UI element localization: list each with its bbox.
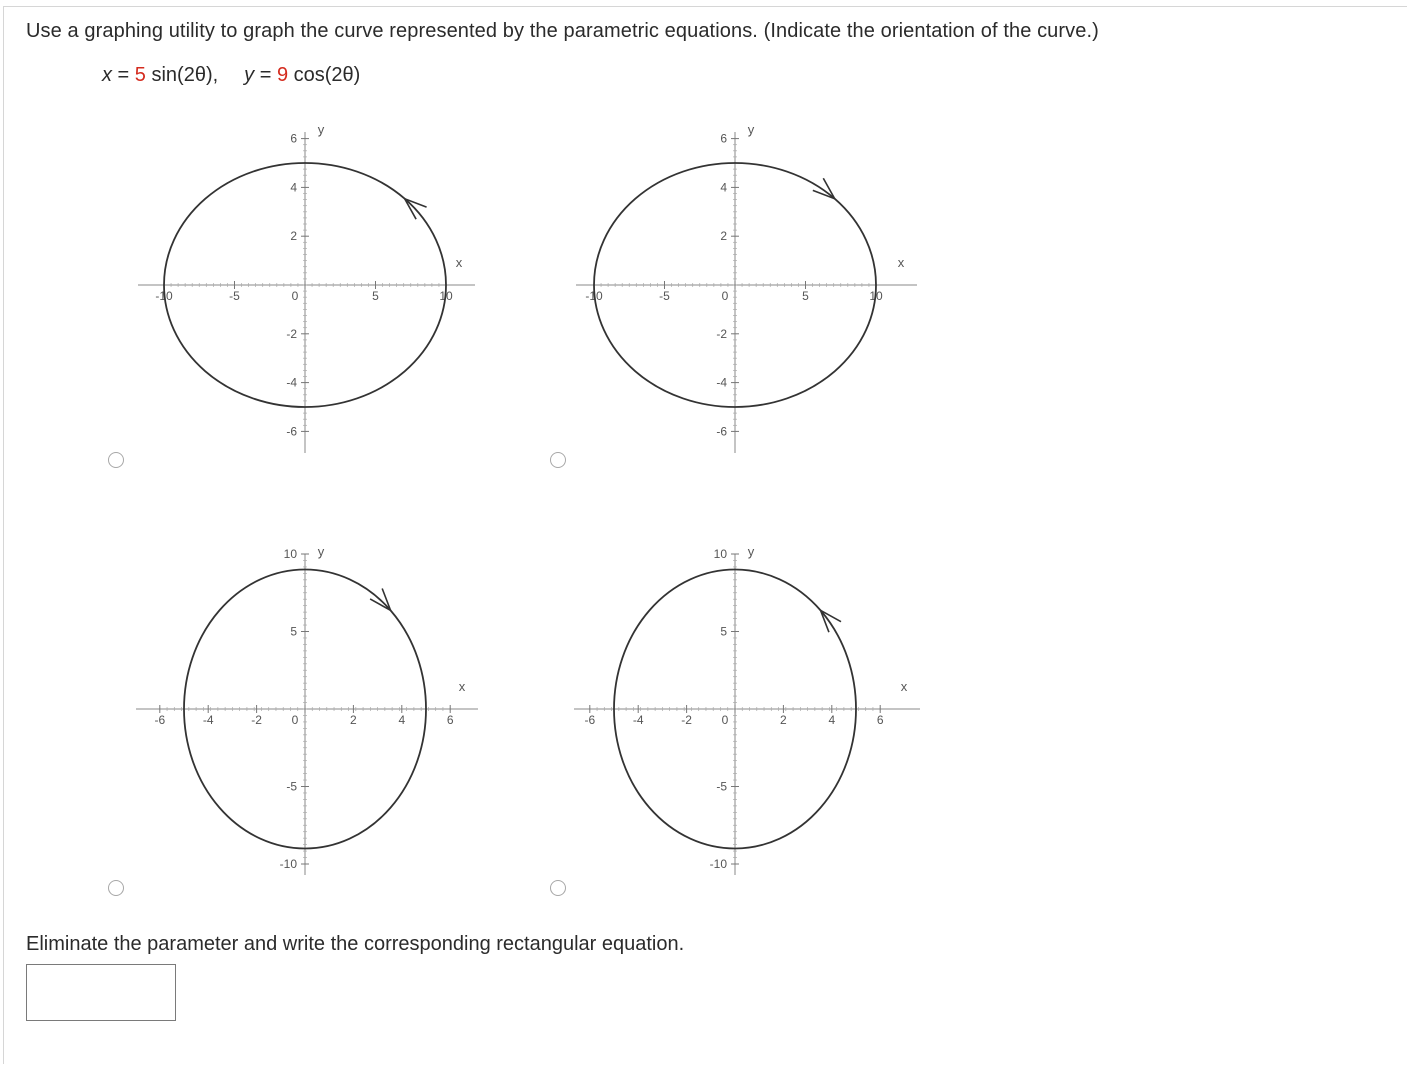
x-tick-label: 2 xyxy=(350,713,357,727)
y-tick-label: -10 xyxy=(709,857,727,871)
y-tick-label: -5 xyxy=(716,779,727,794)
y-coefficient: 9 xyxy=(276,64,289,86)
x-tick-label: -6 xyxy=(584,713,596,727)
y-tick-label: 4 xyxy=(720,180,727,195)
x-tick-label: 0 xyxy=(721,289,729,303)
x-tick-label: 0 xyxy=(721,713,729,727)
x-axis-label: x xyxy=(458,679,466,694)
x-tick-label: 10 xyxy=(439,289,453,303)
y-axis-label: y xyxy=(747,122,755,137)
x-tick-label: 2 xyxy=(780,713,787,727)
y-tick-label: 10 xyxy=(713,547,727,561)
x-axis-label: x xyxy=(900,679,908,694)
y-variable: y xyxy=(244,64,255,86)
radio-option-c[interactable] xyxy=(108,880,124,896)
x-tick-label: 4 xyxy=(828,713,836,727)
x-tick-label: -6 xyxy=(154,713,166,727)
y-equals: = xyxy=(254,64,277,86)
y-tick-label: 5 xyxy=(720,624,727,639)
y-tick-label: 2 xyxy=(720,229,727,244)
y-function: cos(2θ) xyxy=(288,64,361,86)
x-tick-label: 0 xyxy=(291,713,299,727)
x-tick-label: 6 xyxy=(876,713,884,727)
x-tick-label: 5 xyxy=(802,289,809,303)
y-axis-label: y xyxy=(317,544,325,559)
x-tick-label: -10 xyxy=(585,289,603,303)
radio-option-a[interactable] xyxy=(108,452,124,468)
x-tick-label: -5 xyxy=(229,289,240,303)
graph-option-b xyxy=(572,118,922,458)
y-tick-label: 10 xyxy=(283,547,297,561)
graph-option-a xyxy=(130,118,480,458)
y-tick-label: -10 xyxy=(279,857,297,871)
x-equals: = xyxy=(112,64,135,86)
x-tick-label: -2 xyxy=(681,713,692,727)
x-variable: x xyxy=(102,64,112,86)
x-axis-label: x xyxy=(897,255,905,270)
graph-option-c xyxy=(130,540,480,880)
x-tick-label: 4 xyxy=(398,713,406,727)
y-tick-label: -5 xyxy=(286,779,297,794)
x-axis-label: x xyxy=(455,255,463,270)
y-tick-label: 5 xyxy=(290,624,297,639)
y-tick-label: 2 xyxy=(290,229,297,244)
x-tick-label: 5 xyxy=(372,289,379,303)
x-tick-label: -4 xyxy=(202,713,214,727)
part2-prompt: Eliminate the parameter and write the corresponding rectangular equation. xyxy=(26,933,685,955)
y-axis-label: y xyxy=(317,122,325,137)
x-tick-label: -5 xyxy=(659,289,670,303)
x-coefficient: 5 xyxy=(134,64,146,86)
y-tick-label: -4 xyxy=(716,375,727,390)
y-tick-label: -6 xyxy=(286,424,297,439)
x-tick-label: 10 xyxy=(869,289,883,303)
x-tick-label: 6 xyxy=(446,713,454,727)
x-tick-label: 0 xyxy=(291,289,299,303)
rectangular-equation-input[interactable] xyxy=(26,964,176,1021)
parametric-equations xyxy=(102,64,360,87)
y-tick-label: 6 xyxy=(720,131,727,146)
y-tick-label: -2 xyxy=(716,326,727,341)
radio-option-b[interactable] xyxy=(550,452,566,468)
question-text: Use a graphing utility to graph the curve represented by the parametric equations. (Indicate the orientation of the curve.) xyxy=(26,20,1099,42)
x-tick-label: -4 xyxy=(632,713,644,727)
y-tick-label: -6 xyxy=(716,424,727,439)
x-function: sin(2θ), xyxy=(145,64,219,86)
y-tick-label: -2 xyxy=(286,326,297,341)
x-tick-label: -10 xyxy=(155,289,173,303)
y-tick-label: 4 xyxy=(290,180,297,195)
y-tick-label: 6 xyxy=(290,131,297,146)
x-tick-label: -2 xyxy=(251,713,262,727)
y-axis-label: y xyxy=(747,544,755,559)
graph-option-d xyxy=(572,540,922,880)
radio-option-d[interactable] xyxy=(550,880,566,896)
y-tick-label: -4 xyxy=(286,375,297,390)
